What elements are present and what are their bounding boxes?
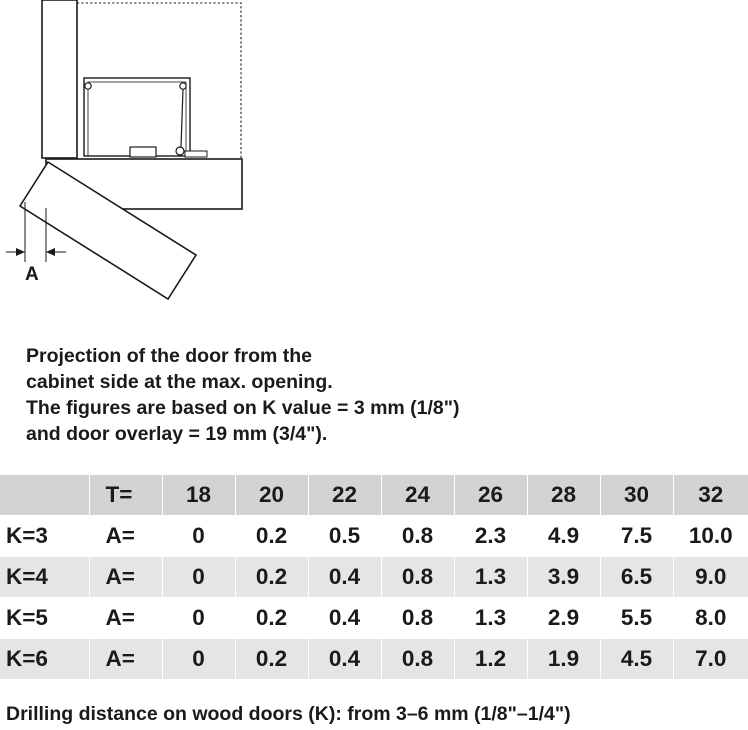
table-cell: 2.9	[527, 598, 600, 639]
projection-table	[0, 474, 748, 680]
table-row	[0, 639, 748, 680]
caption-line-4: and door overlay = 19 mm (3/4").	[26, 423, 328, 445]
table-cell: 7.5	[600, 516, 673, 557]
table-cell: 0	[162, 557, 235, 598]
table-header-row	[0, 475, 748, 516]
table-cell: 5.5	[600, 598, 673, 639]
header-value-cell: 28	[527, 475, 600, 516]
hinge-screw-top-left	[85, 83, 91, 89]
dimension-label-a: A	[25, 264, 39, 285]
hinge-cup	[130, 147, 156, 157]
table-cell: 3.9	[527, 557, 600, 598]
k-value-cell: K=5	[0, 598, 89, 639]
table-cell: 0.4	[308, 557, 381, 598]
k-value-cell: K=4	[0, 557, 89, 598]
caption-line-2: cabinet side at the max. opening.	[26, 371, 333, 393]
table-row	[0, 516, 748, 557]
header-value-cell: 32	[673, 475, 748, 516]
caption-line-1: Projection of the door from the	[26, 345, 312, 367]
header-label-cell: T=	[89, 475, 162, 516]
header-value-cell: 20	[235, 475, 308, 516]
cabinet-side-panel	[42, 0, 77, 158]
caption-line-3: The figures are based on K value = 3 mm (1/8")	[26, 397, 460, 419]
diagram-caption	[26, 343, 460, 447]
table-cell: 0.8	[381, 557, 454, 598]
table-cell: 0.2	[235, 598, 308, 639]
table-cell: 0	[162, 516, 235, 557]
table-cell: 8.0	[673, 598, 748, 639]
table-cell: 1.3	[454, 557, 527, 598]
table-cell: 7.0	[673, 639, 748, 680]
header-corner-cell	[0, 475, 89, 516]
hinge-screw-top-right	[180, 83, 186, 89]
hinge-mounting-plate	[84, 78, 190, 156]
row-label-cell: A=	[89, 516, 162, 557]
table-cell: 0.4	[308, 598, 381, 639]
header-value-cell: 24	[381, 475, 454, 516]
table-row	[0, 557, 748, 598]
table-row	[0, 598, 748, 639]
table-cell: 6.5	[600, 557, 673, 598]
table-cell: 1.9	[527, 639, 600, 680]
table-cell: 0.2	[235, 516, 308, 557]
table-cell: 2.3	[454, 516, 527, 557]
table-cell: 0.2	[235, 557, 308, 598]
table-cell: 0.8	[381, 639, 454, 680]
header-value-cell: 18	[162, 475, 235, 516]
table-cell: 4.5	[600, 639, 673, 680]
hinge-pivot	[176, 147, 184, 155]
table-cell: 0.8	[381, 516, 454, 557]
header-value-cell: 30	[600, 475, 673, 516]
k-value-cell: K=6	[0, 639, 89, 680]
table-cell: 0.2	[235, 639, 308, 680]
dimension-arrow-right	[46, 248, 55, 256]
table-cell: 0.8	[381, 598, 454, 639]
header-value-cell: 26	[454, 475, 527, 516]
table-cell: 9.0	[673, 557, 748, 598]
table-cell: 1.3	[454, 598, 527, 639]
header-value-cell: 22	[308, 475, 381, 516]
table-cell: 10.0	[673, 516, 748, 557]
table-cell: 1.2	[454, 639, 527, 680]
table-cell: 0	[162, 598, 235, 639]
table-cell: 4.9	[527, 516, 600, 557]
table-cell: 0	[162, 639, 235, 680]
table-cell: 0.5	[308, 516, 381, 557]
drilling-distance-note: Drilling distance on wood doors (K): from 3–6 mm (1/8"–1/4")	[6, 703, 571, 725]
k-value-cell: K=3	[0, 516, 89, 557]
row-label-cell: A=	[89, 598, 162, 639]
table-cell: 0.4	[308, 639, 381, 680]
row-label-cell: A=	[89, 639, 162, 680]
hinge-clip	[185, 151, 207, 157]
dimension-arrow-left	[16, 248, 25, 256]
hinge-projection-diagram	[0, 0, 260, 310]
row-label-cell: A=	[89, 557, 162, 598]
